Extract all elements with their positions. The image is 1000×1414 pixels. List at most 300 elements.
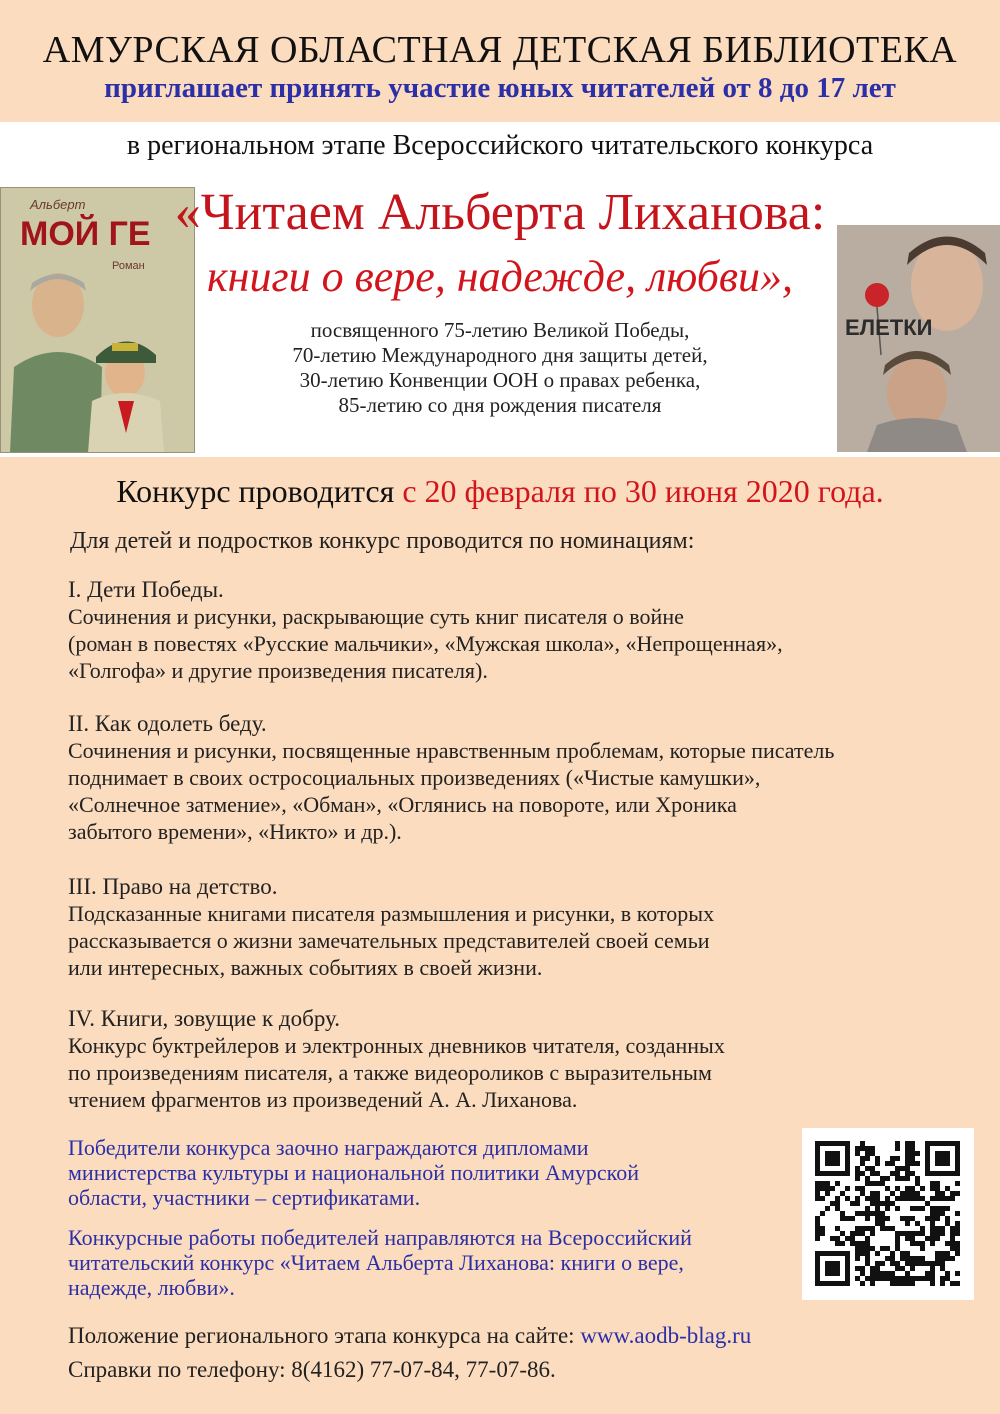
- qr-module: [855, 1166, 860, 1171]
- qr-module: [855, 1176, 860, 1181]
- website-link[interactable]: www.aodb-blag.ru: [580, 1323, 752, 1348]
- qr-module: [875, 1156, 880, 1161]
- qr-module: [870, 1246, 875, 1251]
- qr-module: [940, 1231, 945, 1236]
- qr-module: [855, 1151, 860, 1156]
- winners-line: министерства культуры и национальной политики Амурской: [68, 1160, 639, 1185]
- qr-module: [910, 1236, 915, 1241]
- qr-module: [890, 1201, 895, 1206]
- qr-module: [900, 1266, 905, 1271]
- qr-module: [890, 1276, 895, 1281]
- phone-line: Справки по телефону: 8(4162) 77-07-84, 77-07-86.: [68, 1357, 556, 1382]
- qr-module: [930, 1266, 935, 1271]
- qr-module: [895, 1166, 900, 1171]
- qr-module: [930, 1206, 935, 1211]
- qr-module: [870, 1231, 875, 1236]
- org-name: АМУРСКАЯ ОБЛАСТНАЯ ДЕТСКАЯ БИБЛИОТЕКА: [42, 29, 958, 71]
- dates-prefix: Конкурс проводится: [116, 473, 403, 509]
- qr-module: [900, 1216, 905, 1221]
- cover-right-title: ЕЛЕТКИ: [845, 315, 933, 340]
- qr-module: [905, 1166, 910, 1171]
- qr-module: [910, 1151, 915, 1156]
- works-line: Конкурсные работы победителей направляются на Всероссийский: [68, 1225, 692, 1250]
- qr-module: [910, 1146, 915, 1151]
- nomination-1: [68, 576, 968, 684]
- qr-module: [910, 1161, 915, 1166]
- qr-module: [920, 1226, 925, 1231]
- qr-module: [855, 1246, 860, 1251]
- qr-module: [955, 1246, 960, 1251]
- qr-module: [920, 1246, 925, 1251]
- qr-module: [930, 1241, 935, 1246]
- qr-module: [875, 1261, 880, 1266]
- qr-module: [870, 1181, 875, 1186]
- qr-module: [875, 1211, 880, 1216]
- qr-module: [900, 1281, 905, 1286]
- nomination-line: поднимает в своих остросоциальных произведениях («Чистые камушки»,: [68, 765, 761, 790]
- qr-module: [905, 1141, 910, 1146]
- dates-period: с 20 февраля по 30 июня 2020 года.: [402, 473, 884, 509]
- qr-module: [935, 1261, 940, 1266]
- qr-module: [905, 1276, 910, 1281]
- qr-module: [945, 1221, 950, 1226]
- qr-module: [915, 1196, 920, 1201]
- qr-module: [935, 1196, 940, 1201]
- nomination-line: «Голгофа» и другие произведения писателя).: [68, 658, 488, 683]
- qr-module: [875, 1181, 880, 1186]
- qr-module: [830, 1201, 835, 1206]
- qr-module: [945, 1196, 950, 1201]
- qr-module: [855, 1266, 860, 1271]
- qr-module: [905, 1146, 910, 1151]
- qr-module: [905, 1151, 910, 1156]
- qr-module: [875, 1196, 880, 1201]
- qr-module: [935, 1181, 940, 1186]
- qr-module: [840, 1216, 845, 1221]
- nomination-line: чтением фрагментов из произведений А. А. Лиханова.: [68, 1087, 578, 1112]
- qr-module: [955, 1241, 960, 1246]
- qr-module: [880, 1221, 885, 1226]
- qr-module: [910, 1141, 915, 1146]
- nomination-2: [68, 710, 968, 845]
- qr-module: [885, 1186, 890, 1191]
- qr-module: [840, 1211, 845, 1216]
- qr-module: [890, 1256, 895, 1261]
- stage-line: в региональном этапе Всероссийского читательского конкурса: [126, 130, 874, 161]
- qr-module: [840, 1241, 845, 1246]
- qr-module: [885, 1201, 890, 1206]
- qr-module: [860, 1281, 865, 1286]
- qr-module: [870, 1196, 875, 1201]
- qr-module: [910, 1191, 915, 1196]
- qr-module: [900, 1256, 905, 1261]
- qr-module: [940, 1266, 945, 1271]
- qr-module: [875, 1221, 880, 1226]
- qr-module: [850, 1241, 855, 1246]
- qr-module: [910, 1216, 915, 1221]
- qr-module: [935, 1206, 940, 1211]
- nomination-line: Конкурс буктрейлеров и электронных дневников читателя, созданных: [68, 1033, 725, 1058]
- qr-module: [940, 1226, 945, 1231]
- qr-module: [895, 1231, 900, 1236]
- qr-module: [870, 1271, 875, 1276]
- qr-module: [890, 1281, 895, 1286]
- nomination-title: III. Право на детство.: [68, 874, 278, 899]
- qr-module: [900, 1196, 905, 1201]
- qr-module: [930, 1211, 935, 1216]
- qr-module: [905, 1186, 910, 1191]
- qr-module: [860, 1141, 865, 1146]
- qr-module: [835, 1201, 840, 1206]
- qr-module: [885, 1206, 890, 1211]
- nomination-title: IV. Книги, зовущие к добру.: [68, 1006, 340, 1031]
- cover-left-sub: Роман: [112, 260, 145, 272]
- qr-module: [885, 1216, 890, 1221]
- qr-module: [885, 1226, 890, 1231]
- qr-module: [915, 1191, 920, 1196]
- qr-module: [860, 1271, 865, 1276]
- qr-module: [865, 1146, 870, 1151]
- qr-module: [865, 1166, 870, 1171]
- qr-module: [895, 1246, 900, 1251]
- qr-module: [950, 1191, 955, 1196]
- qr-module: [955, 1191, 960, 1196]
- qr-module: [930, 1281, 935, 1286]
- qr-module: [865, 1251, 870, 1256]
- qr-module: [885, 1196, 890, 1201]
- qr-module: [870, 1276, 875, 1281]
- qr-module: [945, 1216, 950, 1221]
- qr-module: [935, 1216, 940, 1221]
- qr-module: [845, 1186, 850, 1191]
- qr-module: [815, 1191, 820, 1196]
- qr-module: [905, 1161, 910, 1166]
- qr-module: [865, 1256, 870, 1261]
- qr-module: [865, 1151, 870, 1156]
- qr-module: [865, 1196, 870, 1201]
- qr-module: [910, 1281, 915, 1286]
- qr-module: [875, 1251, 880, 1256]
- qr-module: [915, 1176, 920, 1181]
- qr-module: [950, 1236, 955, 1241]
- winners-note: [68, 1135, 788, 1210]
- qr-module: [955, 1226, 960, 1231]
- qr-module: [935, 1236, 940, 1241]
- qr-module: [820, 1181, 825, 1186]
- qr-module: [935, 1251, 940, 1256]
- cover-left-author: Альберт: [30, 197, 86, 212]
- qr-module: [885, 1176, 890, 1181]
- qr-module: [930, 1236, 935, 1241]
- qr-module: [915, 1241, 920, 1246]
- qr-module: [815, 1181, 820, 1186]
- qr-module: [880, 1276, 885, 1281]
- qr-module: [955, 1251, 960, 1256]
- qr-module: [900, 1166, 905, 1171]
- nomination-line: или интересных, важных событиях в своей жизни.: [68, 955, 543, 980]
- qr-module: [870, 1266, 875, 1271]
- qr-module: [890, 1271, 895, 1276]
- qr-module: [925, 1276, 930, 1281]
- qr-module: [865, 1156, 870, 1161]
- qr-module: [890, 1191, 895, 1196]
- qr-module: [915, 1256, 920, 1261]
- qr-module: [950, 1256, 955, 1261]
- qr-module: [955, 1281, 960, 1286]
- qr-module: [910, 1196, 915, 1201]
- qr-module: [875, 1206, 880, 1211]
- qr-module: [930, 1271, 935, 1276]
- qr-module: [920, 1241, 925, 1246]
- qr-module: [940, 1206, 945, 1211]
- nominations-intro: Для детей и подростков конкурс проводится по номинациям:: [70, 528, 695, 554]
- qr-module: [870, 1146, 875, 1151]
- qr-module: [875, 1201, 880, 1206]
- qr-module: [945, 1186, 950, 1191]
- qr-finder: [825, 1151, 840, 1166]
- qr-module: [880, 1271, 885, 1276]
- qr-module: [860, 1186, 865, 1191]
- qr-module: [895, 1261, 900, 1266]
- qr-module: [890, 1226, 895, 1231]
- qr-module: [865, 1261, 870, 1266]
- qr-module: [865, 1176, 870, 1181]
- qr-module: [930, 1276, 935, 1281]
- qr-module: [930, 1226, 935, 1231]
- qr-module: [910, 1171, 915, 1176]
- qr-module: [875, 1271, 880, 1276]
- qr-module: [870, 1171, 875, 1176]
- contest-dates: [0, 473, 1000, 510]
- qr-module: [940, 1251, 945, 1256]
- qr-module: [895, 1276, 900, 1281]
- qr-module: [900, 1231, 905, 1236]
- qr-module: [920, 1261, 925, 1266]
- qr-module: [865, 1181, 870, 1186]
- qr-module: [920, 1231, 925, 1236]
- qr-module: [920, 1186, 925, 1191]
- qr-module: [895, 1156, 900, 1161]
- qr-module: [910, 1156, 915, 1161]
- qr-module: [860, 1171, 865, 1176]
- qr-module: [915, 1151, 920, 1156]
- qr-module: [905, 1231, 910, 1236]
- qr-module: [895, 1141, 900, 1146]
- qr-module: [885, 1276, 890, 1281]
- qr-module: [860, 1211, 865, 1216]
- qr-module: [895, 1196, 900, 1201]
- qr-module: [880, 1176, 885, 1181]
- qr-module: [885, 1246, 890, 1251]
- qr-module: [905, 1176, 910, 1181]
- works-note: [68, 1225, 798, 1300]
- invitation-line: приглашает принять участие юных читателей от 8 до 17 лет: [104, 72, 896, 104]
- qr-finder: [935, 1151, 950, 1166]
- qr-module: [950, 1246, 955, 1251]
- qr-module: [880, 1201, 885, 1206]
- qr-module: [870, 1201, 875, 1206]
- qr-module: [855, 1276, 860, 1281]
- qr-module: [860, 1251, 865, 1256]
- qr-module: [880, 1261, 885, 1266]
- winners-line: области, участники – сертификатами.: [68, 1185, 421, 1210]
- dedication-line: 85-летию со дня рождения писателя: [338, 393, 662, 417]
- qr-module: [865, 1246, 870, 1251]
- qr-module: [905, 1171, 910, 1176]
- qr-module: [835, 1236, 840, 1241]
- qr-module: [880, 1181, 885, 1186]
- qr-module: [915, 1161, 920, 1166]
- qr-module: [855, 1251, 860, 1256]
- qr-module: [895, 1186, 900, 1191]
- qr-module: [910, 1266, 915, 1271]
- qr-module: [910, 1231, 915, 1236]
- qr-module: [825, 1206, 830, 1211]
- qr-module: [910, 1241, 915, 1246]
- qr-module: [940, 1196, 945, 1201]
- qr-module: [945, 1276, 950, 1281]
- qr-module: [865, 1226, 870, 1231]
- qr-module: [840, 1231, 845, 1236]
- qr-module: [925, 1236, 930, 1241]
- qr-module: [865, 1211, 870, 1216]
- qr-module: [920, 1256, 925, 1261]
- qr-module: [895, 1176, 900, 1181]
- qr-module: [895, 1281, 900, 1286]
- qr-module: [870, 1166, 875, 1171]
- qr-module: [850, 1216, 855, 1221]
- qr-module: [855, 1241, 860, 1246]
- qr-module: [940, 1281, 945, 1286]
- qr-module: [905, 1271, 910, 1276]
- qr-module: [860, 1231, 865, 1236]
- qr-module: [915, 1221, 920, 1226]
- qr-module: [945, 1256, 950, 1261]
- qr-module: [900, 1251, 905, 1256]
- qr-module: [890, 1171, 895, 1176]
- qr-module: [855, 1226, 860, 1231]
- nomination-title: II. Как одолеть беду.: [68, 711, 267, 736]
- qr-code-graphic: [802, 1128, 974, 1300]
- qr-module: [925, 1201, 930, 1206]
- qr-module: [880, 1246, 885, 1251]
- qr-module: [905, 1191, 910, 1196]
- qr-module: [815, 1216, 820, 1221]
- qr-module: [940, 1191, 945, 1196]
- qr-module: [950, 1226, 955, 1231]
- qr-module: [820, 1211, 825, 1216]
- qr-module: [905, 1221, 910, 1226]
- qr-module: [855, 1171, 860, 1176]
- qr-module: [865, 1216, 870, 1221]
- qr-module: [885, 1256, 890, 1261]
- nomination-line: (роман в повестях «Русские мальчики», «Мужская школа», «Непрощенная»,: [68, 631, 783, 656]
- qr-module: [885, 1271, 890, 1276]
- qr-module: [855, 1231, 860, 1236]
- qr-module: [875, 1171, 880, 1176]
- qr-module: [860, 1191, 865, 1196]
- qr-module: [905, 1281, 910, 1286]
- qr-module: [875, 1216, 880, 1221]
- qr-module: [915, 1261, 920, 1266]
- cover-left-title: МОЙ ГЕ: [20, 215, 151, 253]
- qr-module: [865, 1236, 870, 1241]
- qr-module: [860, 1156, 865, 1161]
- qr-module: [935, 1231, 940, 1236]
- qr-module: [950, 1281, 955, 1286]
- qr-module: [835, 1181, 840, 1186]
- qr-module: [930, 1196, 935, 1201]
- qr-module: [845, 1236, 850, 1241]
- qr-module: [890, 1161, 895, 1166]
- qr-module: [935, 1226, 940, 1231]
- dedication-line: посвященного 75-летию Великой Победы,: [310, 318, 690, 342]
- qr-module: [870, 1281, 875, 1286]
- qr-module: [820, 1231, 825, 1236]
- qr-module: [815, 1196, 820, 1201]
- qr-module: [835, 1241, 840, 1246]
- qr-module: [940, 1256, 945, 1261]
- qr-module: [855, 1211, 860, 1216]
- qr-module: [910, 1256, 915, 1261]
- qr-module: [915, 1231, 920, 1236]
- qr-module: [935, 1256, 940, 1261]
- qr-module: [940, 1211, 945, 1216]
- qr-module: [870, 1226, 875, 1231]
- nomination-line: Подсказанные книгами писателя размышления и рисунки, в которых: [68, 901, 715, 926]
- qr-module: [935, 1211, 940, 1216]
- nomination-line: Сочинения и рисунки, раскрывающие суть книг писателя о войне: [68, 604, 684, 629]
- qr-module: [880, 1211, 885, 1216]
- qr-module: [865, 1241, 870, 1246]
- qr-module: [860, 1246, 865, 1251]
- qr-module: [950, 1241, 955, 1246]
- qr-module: [850, 1231, 855, 1236]
- qr-module: [910, 1261, 915, 1266]
- qr-module: [915, 1276, 920, 1281]
- qr-module: [930, 1181, 935, 1186]
- qr-module: [815, 1186, 820, 1191]
- qr-module: [830, 1186, 835, 1191]
- qr-module: [845, 1216, 850, 1221]
- qr-module: [945, 1251, 950, 1256]
- qr-module: [915, 1181, 920, 1186]
- qr-module: [895, 1266, 900, 1271]
- nomination-4: [68, 1005, 968, 1113]
- qr-module: [860, 1241, 865, 1246]
- works-line: читательский конкурс «Читаем Альберта Лиханова: книги о вере,: [68, 1250, 684, 1275]
- qr-module: [865, 1206, 870, 1211]
- qr-module: [900, 1191, 905, 1196]
- qr-module: [875, 1191, 880, 1196]
- qr-module: [885, 1161, 890, 1166]
- qr-module: [875, 1161, 880, 1166]
- qr-module: [820, 1226, 825, 1231]
- qr-module: [845, 1196, 850, 1201]
- qr-module: [830, 1236, 835, 1241]
- qr-module: [910, 1276, 915, 1281]
- nomination-line: Сочинения и рисунки, посвященные нравственным проблемам, которые писатель: [68, 738, 835, 763]
- qr-module: [825, 1181, 830, 1186]
- qr-module: [840, 1191, 845, 1196]
- qr-module: [905, 1216, 910, 1221]
- qr-module: [820, 1196, 825, 1201]
- qr-module: [900, 1176, 905, 1181]
- qr-module: [955, 1181, 960, 1186]
- qr-module: [915, 1206, 920, 1211]
- qr-module: [815, 1231, 820, 1236]
- qr-module: [860, 1146, 865, 1151]
